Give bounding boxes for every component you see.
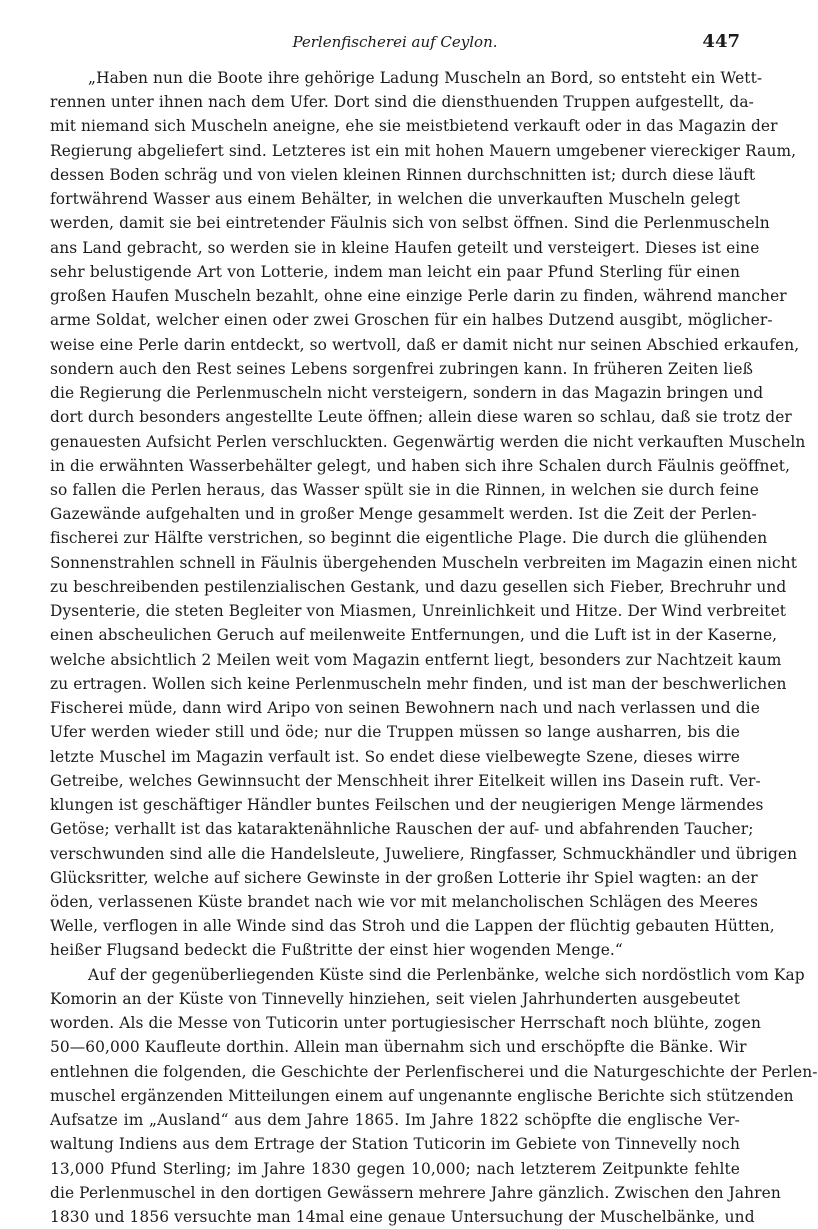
text-line: Fischerei müde, dann wird Aripo von seinen Bewohnern nach und nach verlassen und die — [50, 699, 760, 718]
text-line: fortwährend Wasser aus einem Behälter, in welchen die unverkauften Muscheln gelegt — [50, 190, 740, 209]
text-line: weise eine Perle darin entdeckt, so wertvoll, daß er damit nicht nur seinen Abschied erkaufen, — [50, 335, 800, 354]
text-line: zu ertragen. Wollen sich keine Perlenmuscheln mehr finden, und ist man der beschwerlichen — [50, 674, 787, 693]
text-line: arme Soldat, welcher einen oder zwei Groschen für ein halbes Dutzend ausgibt, möglicher- — [50, 311, 773, 330]
text-line: welche absichtlich 2 Meilen weit vom Magazin entfernt liegt, besonders zur Nachtzeit kaum — [50, 650, 782, 669]
text-line: mit niemand sich Muscheln aneigne, ehe sie meistbietend verkauft oder in das Magazin der — [50, 117, 778, 136]
text-line: Dysenterie, die steten Begleiter von Miasmen, Unreinlichkeit und Hitze. Der Wind verbreitet — [50, 602, 787, 621]
text-line: heißer Flugsand bedeckt die Fußtritte der einst hier wogenden Menge.“ — [50, 941, 623, 960]
text-line: so fallen die Perlen heraus, das Wasser spült sie in die Rinnen, in welchen sie durch feine — [50, 480, 759, 499]
text-line: verschwunden sind alle die Handelsleute, Juweliere, Ringfasser, Schmuckhändler und übrigen — [50, 844, 798, 863]
text-line: waltung Indiens aus dem Ertrage der Station Tuticorin im Gebiete von Tinnevelly noch — [50, 1135, 740, 1154]
text-line: Auf der gegenüberliegenden Küste sind die Perlenbänke, welche sich nordöstlich vom Kap — [88, 965, 805, 984]
paragraph — [50, 963, 818, 1229]
text-line: fischerei zur Hälfte verstrichen, so beginnt die eigentliche Plage. Die durch die glühenden — [50, 529, 768, 548]
text-line: letzte Muschel im Magazin verfault ist. So endet diese vielbewegte Szene, dieses wirre — [50, 747, 740, 766]
text-line: Gazewände aufgehalten und in großer Menge gesammelt werden. Ist die Zeit der Perlen- — [50, 505, 757, 524]
text-line: großen Haufen Muscheln bezahlt, ohne eine einzige Perle darin zu finden, während mancher — [50, 287, 787, 306]
text-line: die Perlenmuschel in den dortigen Gewässern mehrere Jahre gänzlich. Zwischen den Jahren — [50, 1183, 781, 1202]
text-line: klungen ist geschäftiger Händler buntes Feilschen und der neugierigen Menge lärmendes — [50, 796, 764, 815]
text-line: ans Land gebracht, so werden sie in kleine Haufen geteilt und versteigert. Dieses ist eine — [50, 238, 760, 257]
text-line: Sonnenstrahlen schnell in Fäulnis übergehenden Muscheln verbreiten im Magazin einen nicht — [50, 553, 798, 572]
text-line: genauesten Aufsicht Perlen verschluckten. Gegenwärtig werden die nicht verkauften Muscheln — [50, 432, 806, 451]
text-line: dessen Boden schräg und von vielen kleinen Rinnen durchschnitten ist; durch diese läuft — [50, 165, 756, 184]
page-header — [50, 31, 740, 55]
text-line: muschel ergänzenden Mitteilungen einem auf ungenannte englische Berichte sich stützenden — [50, 1086, 794, 1105]
text-line: zu beschreibenden pestilenzialischen Gestank, und dazu gesellen sich Fieber, Brechruhr und — [50, 577, 787, 596]
text-line: rennen unter ihnen nach dem Ufer. Dort sind die diensthuenden Truppen aufgestellt, da- — [50, 93, 754, 112]
text-line: öden, verlassenen Küste brandet nach wie vor mit melancholischen Schlägen des Meeres — [50, 892, 758, 911]
text-line: sehr belustigende Art von Lotterie, indem man leicht ein paar Pfund Sterling für einen — [50, 262, 740, 281]
text-line: „Haben nun die Boote ihre gehörige Ladung Muscheln an Bord, so entsteht ein Wett- — [88, 69, 763, 87]
text-line: Aufsatze im „Ausland“ aus dem Jahre 1865. Im Jahre 1822 schöpfte die englische Ver- — [50, 1111, 740, 1130]
text-line: Glücksritter, welche auf sichere Gewinste in der großen Lotterie ihr Spiel wagten: an der — [50, 868, 758, 887]
text-line: worden. Als die Messe von Tuticorin unter portugiesischer Herrschaft noch blühte, zogen — [50, 1014, 762, 1033]
text-line: Getöse; verhallt ist das kataraktenähnliche Rauschen der auf- und abfahrenden Taucher; — [50, 820, 754, 839]
text-line: Welle, verflogen in alle Winde sind das Stroh und die Lappen der flüchtig gebauten Hütten, — [50, 917, 775, 936]
text-line: Komorin an der Küste von Tinnevelly hinziehen, seit vielen Jahrhunderten ausgebeutet — [50, 989, 740, 1008]
text-line: Getreibe, welches Gewinnsucht der Menschheit ihrer Eitelkeit willen ins Dasein ruft. Ver- — [50, 771, 761, 790]
body-text — [50, 66, 818, 1229]
text-line: in die erwähnten Wasserbehälter gelegt, und haben sich ihre Schalen durch Fäulnis geöffnet, — [50, 456, 791, 475]
text-line: Ufer werden wieder still und öde; nur die Truppen müssen so lange ausharren, bis die — [50, 723, 740, 742]
text-line: einen abscheulichen Geruch auf meilenweite Entfernungen, und die Luft ist in der Kaserne, — [50, 626, 778, 645]
page-number: 447 — [702, 31, 740, 52]
text-line: entlehnen die folgenden, die Geschichte der Perlenfischerei und die Naturgeschichte der Perlen- — [50, 1062, 818, 1081]
text-line: 1830 und 1856 versuchte man 14mal eine genaue Untersuchung der Muschelbänke, und — [50, 1208, 755, 1227]
text-line: 50—60,000 Kaufleute dorthin. Allein man übernahm sich und erschöpfte die Bänke. Wir — [50, 1038, 747, 1057]
text-line: 13,000 Pfund Sterling; im Jahre 1830 gegen 10,000; nach letzterem Zeitpunkte fehlte — [50, 1159, 740, 1178]
text-line: sondern auch den Rest seines Lebens sorgenfrei zubringen kann. In früheren Zeiten ließ — [50, 359, 753, 378]
text-line: werden, damit sie bei eintretender Fäulnis sich von selbst öffnen. Sind die Perlenmuscheln — [50, 214, 770, 233]
text-line: Regierung abgeliefert sind. Letzteres ist ein mit hohen Mauern umgebener viereckiger Raum, — [50, 141, 797, 160]
running-title: Perlenfischerei auf Ceylon. — [292, 33, 498, 51]
text-line: die Regierung die Perlenmuscheln nicht versteigern, sondern in das Magazin bringen und — [50, 384, 764, 403]
paragraph — [50, 66, 806, 963]
text-line: dort durch besonders angestellte Leute öffnen; allein diese waren so schlau, daß sie trotz der — [50, 408, 792, 427]
